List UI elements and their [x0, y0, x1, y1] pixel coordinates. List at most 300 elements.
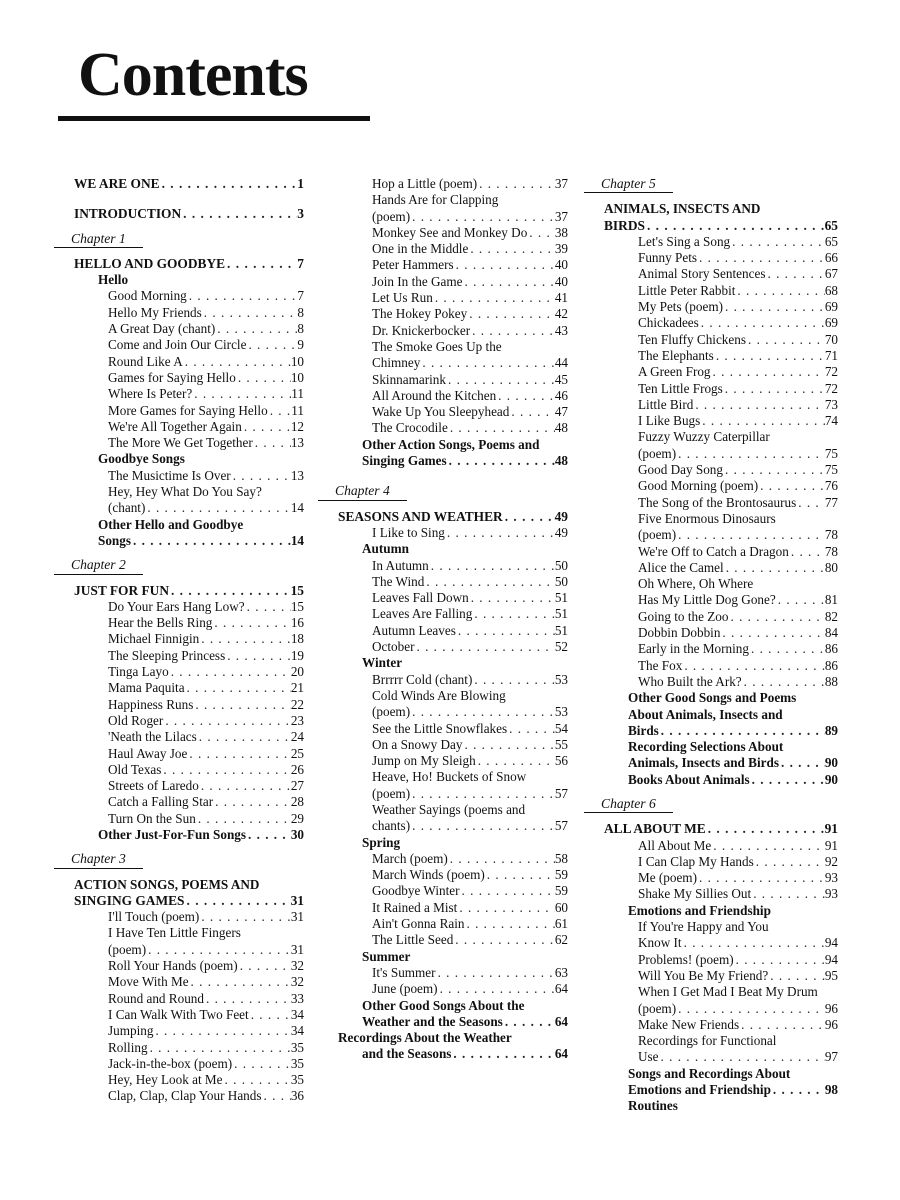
leader-dots — [163, 713, 291, 729]
page-number: 65 — [824, 217, 838, 233]
entry-title: Jack-in-the-box (poem) — [108, 1055, 233, 1071]
toc-entry[interactable] — [604, 854, 838, 870]
leader-dots — [438, 981, 555, 997]
toc-entry[interactable] — [74, 794, 304, 810]
toc-subheading: Winter — [362, 655, 403, 671]
toc-entry[interactable] — [74, 386, 304, 402]
toc-column-2 — [335, 176, 568, 1063]
toc-entry[interactable] — [604, 397, 838, 413]
toc-entry[interactable] — [74, 664, 304, 680]
toc-column-1 — [71, 176, 304, 1105]
toc-entry[interactable] — [74, 729, 304, 745]
page-number: 76 — [824, 478, 838, 494]
entry-title: Do Your Ears Hang Low? — [108, 598, 245, 614]
page-number: 39 — [554, 241, 568, 257]
spacer — [604, 193, 838, 201]
entry-title: I'll Touch (poem) — [108, 909, 200, 925]
toc-entry[interactable] — [338, 606, 568, 622]
toc-entry[interactable] — [338, 867, 568, 883]
toc-entry[interactable] — [338, 623, 568, 639]
page-number: 51 — [554, 622, 568, 638]
toc-entry[interactable] — [604, 413, 838, 429]
toc-entry[interactable] — [338, 639, 568, 655]
toc-entry[interactable] — [74, 697, 304, 713]
toc-section-entry[interactable] — [604, 772, 838, 788]
toc-entry[interactable] — [74, 615, 304, 631]
leader-dots — [682, 658, 824, 674]
toc-entry[interactable] — [604, 658, 838, 674]
entry-title: The More We Get Together — [108, 435, 253, 451]
entry-title: Autumn Leaves — [372, 622, 456, 638]
toc-entry[interactable] — [74, 762, 304, 778]
page-number: 32 — [290, 974, 304, 990]
toc-entry[interactable] — [604, 266, 838, 282]
toc-entry[interactable] — [338, 574, 568, 590]
leader-dots — [796, 495, 825, 511]
chapter-label: Chapter 3 — [54, 851, 143, 868]
leader-dots — [476, 753, 555, 769]
page-number: 82 — [824, 608, 838, 624]
page-number: 38 — [554, 224, 568, 240]
title-rule — [58, 116, 370, 121]
toc-entry[interactable] — [604, 674, 838, 690]
toc-entry[interactable] — [74, 1072, 304, 1088]
leader-dots — [202, 305, 298, 321]
entry-title: Where Is Peter? — [108, 386, 193, 402]
toc-entry[interactable] — [338, 916, 568, 932]
page-number: 14 — [290, 532, 304, 548]
toc-entry[interactable] — [338, 209, 568, 225]
entry-title: chants) — [372, 818, 411, 834]
leader-dots — [447, 453, 555, 469]
leader-dots — [456, 623, 555, 639]
page-number: 51 — [554, 606, 568, 622]
leader-dots — [169, 583, 291, 599]
page-number: 96 — [824, 1016, 838, 1032]
toc-entry[interactable] — [74, 991, 304, 1007]
toc-chapter-entry[interactable] — [74, 176, 304, 192]
entry-title: Old Roger — [108, 712, 164, 728]
toc-entry[interactable] — [338, 225, 568, 241]
page-number: 91 — [824, 821, 838, 837]
leader-dots — [242, 419, 291, 435]
leader-dots — [457, 900, 554, 916]
toc-chapter-entry[interactable] — [74, 583, 304, 599]
entry-title: (poem) — [372, 785, 411, 801]
entry-title: Move With Me — [108, 974, 189, 990]
toc-entry[interactable] — [338, 388, 568, 404]
toc-entry[interactable] — [74, 974, 304, 990]
toc-entry[interactable] — [74, 305, 304, 321]
toc-entry[interactable] — [74, 909, 304, 925]
page-number: 50 — [554, 573, 568, 589]
entry-title: Good Day Song — [638, 462, 723, 478]
toc-entry[interactable] — [74, 746, 304, 762]
leader-dots — [728, 609, 824, 625]
entry-title: Who Built the Ark? — [638, 673, 742, 689]
page-number: 89 — [824, 722, 838, 738]
toc-entry-line1: Hands Are for Clapping — [372, 192, 499, 208]
toc-chapter-entry[interactable] — [74, 206, 304, 222]
toc-chapter-entry[interactable] — [604, 218, 838, 234]
page-number: 86 — [824, 641, 838, 657]
leader-dots — [262, 1088, 291, 1104]
toc-entry[interactable] — [338, 753, 568, 769]
page-number: 33 — [290, 990, 304, 1006]
toc-entry[interactable] — [604, 299, 838, 315]
entry-title: (poem) — [638, 445, 677, 461]
page-number: 49 — [554, 524, 568, 540]
toc-entry[interactable] — [338, 818, 568, 834]
page-number: 7 — [297, 288, 304, 304]
leader-dots — [485, 867, 555, 883]
entry-title: Roll Your Hands (poem) — [108, 958, 238, 974]
toc-entry[interactable] — [604, 870, 838, 886]
spacer — [74, 575, 304, 583]
leader-dots — [697, 250, 825, 266]
leader-dots — [527, 225, 555, 241]
toc-entry[interactable] — [338, 306, 568, 322]
page-number: 45 — [554, 371, 568, 387]
toc-subheading: Routines — [628, 1098, 678, 1114]
toc-entry-line1: Five Enormous Dinosaurs — [638, 510, 776, 526]
entry-title: June (poem) — [372, 981, 438, 997]
entry-title: Monkey See and Monkey Do — [372, 224, 528, 240]
page-number: 64 — [554, 981, 568, 997]
toc-section-entry[interactable] — [604, 755, 838, 771]
toc-entry[interactable] — [74, 370, 304, 386]
spacer — [74, 869, 304, 877]
toc-entry[interactable] — [74, 958, 304, 974]
page-number: 31 — [290, 892, 304, 908]
page-number: 64 — [554, 1013, 568, 1029]
entry-title: Haul Away Joe — [108, 745, 188, 761]
page-number: 93 — [824, 870, 838, 886]
toc-entry[interactable] — [74, 288, 304, 304]
toc-entry[interactable] — [604, 315, 838, 331]
toc-entry[interactable] — [604, 478, 838, 494]
entry-title: Join In the Game — [372, 273, 463, 289]
entry-title: On a Snowy Day — [372, 736, 463, 752]
toc-entry-line1: Heave, Ho! Buckets of Snow — [372, 769, 527, 785]
toc-entry[interactable] — [604, 381, 838, 397]
page-title: Contents — [78, 41, 308, 109]
leader-dots — [723, 381, 825, 397]
toc-entry[interactable] — [74, 648, 304, 664]
toc-entry[interactable] — [604, 446, 838, 462]
toc-entry[interactable] — [74, 778, 304, 794]
toc-entry[interactable] — [338, 786, 568, 802]
entry-title: Jumping — [108, 1023, 154, 1039]
toc-section-entry[interactable] — [604, 723, 838, 739]
toc-section-entry-line1: Songs and Recordings About — [628, 1065, 791, 1081]
entry-title: I Can Clap My Hands — [638, 853, 754, 869]
toc-entry[interactable] — [604, 560, 838, 576]
toc-section-entry-line1: Other Good Songs About the — [362, 997, 525, 1013]
toc-entry[interactable] — [74, 337, 304, 353]
page-number: 46 — [554, 387, 568, 403]
toc-entry[interactable] — [604, 348, 838, 364]
toc-entry[interactable] — [74, 599, 304, 615]
toc-entry[interactable] — [604, 234, 838, 250]
toc-section-entry[interactable] — [338, 453, 568, 469]
page-number: 59 — [554, 883, 568, 899]
toc-section-entry[interactable] — [338, 1046, 568, 1062]
toc-section-entry[interactable] — [604, 1082, 838, 1098]
leader-dots — [723, 299, 825, 315]
toc-entry[interactable] — [338, 525, 568, 541]
toc-entry[interactable] — [604, 462, 838, 478]
leader-dots — [734, 952, 825, 968]
leader-dots — [454, 257, 555, 273]
leader-dots — [503, 1014, 555, 1030]
toc-entry[interactable] — [74, 321, 304, 337]
toc-entry[interactable] — [338, 355, 568, 371]
page-number: 69 — [824, 299, 838, 315]
toc-entry[interactable] — [338, 737, 568, 753]
toc-chapter-entry[interactable] — [338, 509, 568, 525]
page-number: 43 — [554, 322, 568, 338]
toc-entry[interactable] — [604, 886, 838, 902]
toc-chapter-entry[interactable] — [74, 893, 304, 909]
entry-title: (poem) — [638, 527, 677, 543]
toc-entry[interactable] — [74, 1007, 304, 1023]
toc-entry[interactable] — [338, 290, 568, 306]
entry-title: The Sleeping Princess — [108, 647, 226, 663]
leader-dots — [410, 704, 555, 720]
toc-entry[interactable] — [338, 981, 568, 997]
toc-entry[interactable] — [338, 851, 568, 867]
entry-title: Turn On the Sun — [108, 810, 196, 826]
toc-entry[interactable] — [74, 811, 304, 827]
leader-dots — [711, 838, 825, 854]
page-number: 78 — [824, 543, 838, 559]
page-number: 72 — [824, 380, 838, 396]
toc-entry[interactable] — [338, 241, 568, 257]
toc-entry[interactable] — [604, 250, 838, 266]
page-number: 11 — [291, 402, 304, 418]
page-number: 94 — [824, 951, 838, 967]
spacer — [74, 843, 304, 851]
leader-dots — [245, 599, 291, 615]
leader-dots — [268, 403, 292, 419]
page-number: 58 — [554, 850, 568, 866]
entry-title: Good Morning — [108, 288, 187, 304]
leader-dots — [429, 558, 555, 574]
toc-entry[interactable] — [604, 332, 838, 348]
chapter-heading — [336, 483, 566, 500]
toc-entry[interactable] — [74, 403, 304, 419]
page-number: 8 — [297, 304, 304, 320]
toc-entry[interactable] — [604, 1001, 838, 1017]
page-number: 20 — [290, 664, 304, 680]
leader-dots — [446, 372, 555, 388]
page-number: 54 — [554, 720, 568, 736]
spacer — [338, 469, 568, 483]
toc-entry[interactable] — [74, 1056, 304, 1072]
entry-title: (poem) — [372, 208, 411, 224]
entry-title: INTRODUCTION — [74, 206, 182, 222]
toc-entry-line1: Oh Where, Oh Where — [638, 576, 754, 592]
toc-entry[interactable] — [604, 527, 838, 543]
toc-entry[interactable] — [338, 558, 568, 574]
leader-dots — [145, 500, 290, 516]
page-number: 75 — [824, 462, 838, 478]
entry-title: Dr. Knickerbocker — [372, 322, 471, 338]
toc-entry[interactable] — [338, 704, 568, 720]
entry-title: See the Little Snowflakes — [372, 720, 508, 736]
leader-dots — [433, 290, 555, 306]
leader-dots — [225, 648, 291, 664]
leader-dots — [131, 533, 291, 549]
leader-dots — [676, 1001, 825, 1017]
entry-title: The Crocodile — [372, 420, 448, 436]
toc-chapter-entry-line1: ACTION SONGS, POEMS AND — [74, 876, 260, 892]
page-number: 72 — [824, 364, 838, 380]
entry-title: March (poem) — [372, 850, 448, 866]
leader-dots — [735, 283, 824, 299]
toc-entry[interactable] — [338, 900, 568, 916]
leader-dots — [676, 446, 825, 462]
entry-title: Hey, Hey Look at Me — [108, 1072, 223, 1088]
toc-subheading: Autumn — [362, 541, 409, 557]
toc-section-entry[interactable] — [74, 533, 304, 549]
entry-title: Other Just-For-Fun Songs — [98, 826, 247, 842]
toc-entry[interactable] — [74, 1023, 304, 1039]
toc-section-entry[interactable] — [74, 827, 304, 843]
toc-chapter-entry[interactable] — [604, 821, 838, 837]
toc-entry[interactable] — [604, 1017, 838, 1033]
toc-entry[interactable] — [338, 590, 568, 606]
toc-entry[interactable] — [338, 372, 568, 388]
spacer — [74, 223, 304, 231]
page-number: 57 — [554, 785, 568, 801]
toc-section-entry-line1: Recording Selections About — [628, 739, 784, 755]
toc-entry[interactable] — [74, 713, 304, 729]
entry-title: I Can Walk With Two Feet — [108, 1006, 249, 1022]
toc-entry[interactable] — [338, 965, 568, 981]
entry-title: The Little Seed — [372, 932, 454, 948]
page-number: 55 — [554, 736, 568, 752]
toc-entry[interactable] — [604, 641, 838, 657]
entry-title: Clap, Clap, Clap Your Hands — [108, 1088, 262, 1104]
leader-dots — [436, 965, 555, 981]
page-number: 62 — [554, 932, 568, 948]
leader-dots — [699, 315, 825, 331]
toc-entry[interactable] — [74, 631, 304, 647]
page-number: 91 — [824, 837, 838, 853]
spacer — [338, 501, 568, 509]
entry-title: Good Morning (poem) — [638, 478, 759, 494]
toc-entry[interactable] — [74, 1040, 304, 1056]
toc-entry[interactable] — [74, 942, 304, 958]
entry-title: Let's Sing a Song — [638, 233, 731, 249]
toc-entry[interactable] — [604, 592, 838, 608]
leader-dots — [700, 413, 825, 429]
entry-title: Goodbye Winter — [372, 883, 460, 899]
toc-entry-line1: Recordings for Functional — [638, 1033, 777, 1049]
page-number: 15 — [290, 598, 304, 614]
page-number: 35 — [290, 1072, 304, 1088]
toc-entry[interactable] — [604, 838, 838, 854]
toc-entry[interactable] — [338, 721, 568, 737]
toc-entry[interactable] — [604, 283, 838, 299]
page-number: 81 — [824, 592, 838, 608]
toc-section-entry[interactable] — [338, 1014, 568, 1030]
toc-entry[interactable] — [604, 544, 838, 560]
page-number: 31 — [290, 909, 304, 925]
leader-dots — [161, 762, 290, 778]
leader-dots — [776, 592, 825, 608]
toc-entry[interactable] — [338, 420, 568, 436]
toc-entry[interactable] — [338, 323, 568, 339]
leader-dots — [467, 306, 555, 322]
entry-title: Ten Little Frogs — [638, 380, 723, 396]
toc-entry[interactable] — [74, 500, 304, 516]
entry-title: (chant) — [108, 500, 146, 516]
entry-title: Jump on My Sleigh — [372, 753, 476, 769]
toc-entry[interactable] — [604, 495, 838, 511]
toc-entry[interactable] — [338, 672, 568, 688]
entry-title: Problems! (poem) — [638, 951, 734, 967]
page-number: 41 — [554, 290, 568, 306]
leader-dots — [189, 974, 291, 990]
toc-entry[interactable] — [604, 609, 838, 625]
leader-dots — [468, 241, 554, 257]
toc-entry[interactable] — [604, 952, 838, 968]
toc-entry[interactable] — [338, 257, 568, 273]
toc-entry[interactable] — [74, 680, 304, 696]
toc-entry[interactable] — [338, 404, 568, 420]
toc-entry[interactable] — [604, 935, 838, 951]
toc-entry[interactable] — [604, 1049, 838, 1065]
toc-entry[interactable] — [74, 468, 304, 484]
entry-title: Funny Pets — [638, 250, 697, 266]
entry-title: All Around the Kitchen — [372, 387, 497, 403]
entry-title: Hear the Bells Ring — [108, 615, 213, 631]
toc-entry[interactable] — [338, 883, 568, 899]
toc-entry[interactable] — [604, 968, 838, 984]
toc-entry[interactable] — [74, 1088, 304, 1104]
page-number: 61 — [554, 916, 568, 932]
page-number: 70 — [824, 331, 838, 347]
toc-chapter-entry-line1: ANIMALS, INSECTS AND — [604, 201, 761, 217]
page-number: 69 — [824, 315, 838, 331]
leader-dots — [185, 893, 291, 909]
toc-entry[interactable] — [338, 932, 568, 948]
toc-chapter-entry[interactable] — [74, 256, 304, 272]
toc-entry[interactable] — [338, 274, 568, 290]
entry-title: Ain't Gonna Rain — [372, 916, 465, 932]
toc-entry[interactable] — [74, 419, 304, 435]
leader-dots — [724, 560, 825, 576]
entry-title: (poem) — [638, 1000, 677, 1016]
leader-dots — [659, 723, 825, 739]
toc-entry[interactable] — [604, 625, 838, 641]
toc-entry[interactable] — [338, 176, 568, 192]
toc-entry[interactable] — [74, 435, 304, 451]
leader-dots — [231, 468, 291, 484]
entry-title: HELLO AND GOODBYE — [74, 255, 226, 271]
toc-entry[interactable] — [74, 354, 304, 370]
chapter-heading — [602, 796, 836, 813]
toc-entry[interactable] — [604, 364, 838, 380]
entry-title: We're Off to Catch a Dragon — [638, 543, 789, 559]
toc-section-entry-line1: Other Hello and Goodbye — [98, 516, 244, 532]
leader-dots — [192, 386, 291, 402]
page-number: 12 — [290, 418, 304, 434]
leader-dots — [249, 1007, 291, 1023]
